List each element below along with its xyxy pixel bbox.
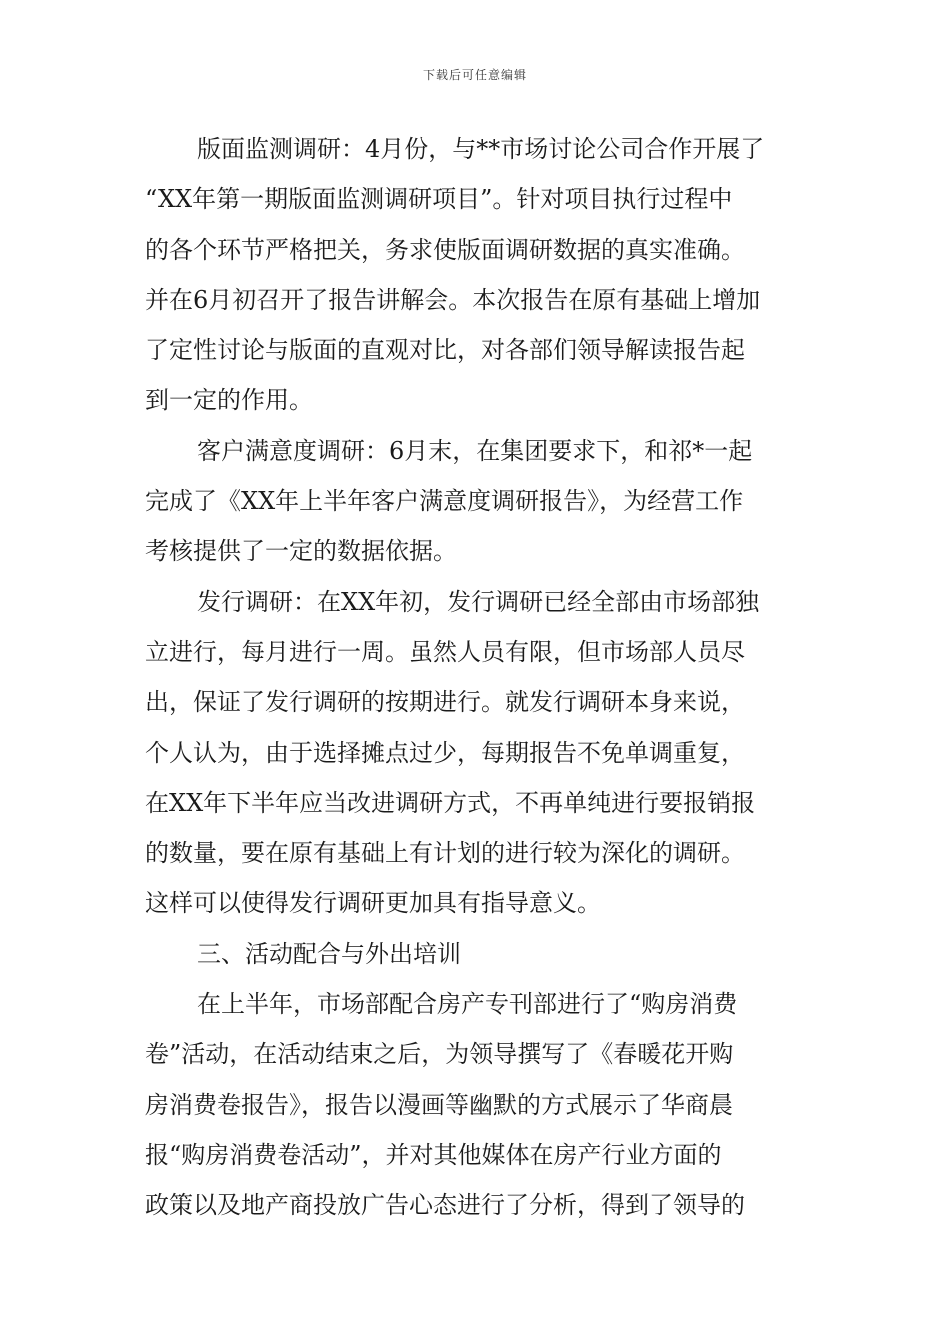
paragraph-line: 发行调研：在XX年初，发行调研已经全部由市场部独	[197, 587, 760, 616]
paragraph-line: 的数量，要在原有基础上有计划的进行较为深化的调研。	[145, 839, 745, 868]
paragraph-line: 在上半年，市场部配合房产专刊部进行了“购房消费	[197, 990, 738, 1019]
paragraph-line: 在XX年下半年应当改进调研方式，不再单纯进行要报销报	[145, 788, 756, 817]
document-body	[145, 124, 810, 1231]
paragraph-line: 到一定的作用。	[145, 386, 313, 415]
paragraph-line: 政策以及地产商投放广告心态进行了分析，得到了领导的	[145, 1191, 745, 1220]
paragraph-line: 卷”活动，在活动结束之后，为领导撰写了《春暖花开购	[145, 1040, 734, 1069]
paragraph-line: 房消费卷报告》，报告以漫画等幽默的方式展示了华商晨	[145, 1090, 733, 1119]
paragraph-line: 完成了《XX年上半年客户满意度调研报告》，为经营工作	[145, 487, 744, 516]
page-header: 下载后可任意编辑	[422, 68, 527, 82]
paragraph-line: 立进行，每月进行一周。虽然人员有限，但市场部人员尽	[145, 637, 745, 666]
paragraph-line: 考核提供了一定的数据依据。	[145, 537, 457, 566]
paragraph-line: 客户满意度调研：6月末，在集团要求下，和祁*一起	[197, 436, 753, 465]
paragraph-line: 个人认为，由于选择摊点过少，每期报告不免单调重复，	[145, 738, 745, 767]
paragraph-line: 的各个环节严格把关，务求使版面调研数据的真实准确。	[145, 235, 745, 264]
paragraph-line: 出，保证了发行调研的按期进行。就发行调研本身来说，	[145, 688, 745, 717]
paragraph-line: 版面监测调研：4月份，与**市场讨论公司合作开展了	[197, 135, 765, 163]
paragraph-line: 并在6月初召开了报告讲解会。本次报告在原有基础上增加	[145, 285, 761, 314]
paragraph-line: 报“购房消费卷活动”，并对其他媒体在房产行业方面的	[145, 1140, 722, 1169]
section-heading: 三、活动配合与外出培训	[197, 939, 461, 968]
paragraph-line: 了定性讨论与版面的直观对比，对各部们领导解读报告起	[145, 336, 745, 365]
paragraph-line: “XX年第一期版面监测调研项目”。针对项目执行过程中	[145, 185, 733, 214]
paragraph-line: 这样可以使得发行调研更加具有指导意义。	[145, 889, 601, 918]
